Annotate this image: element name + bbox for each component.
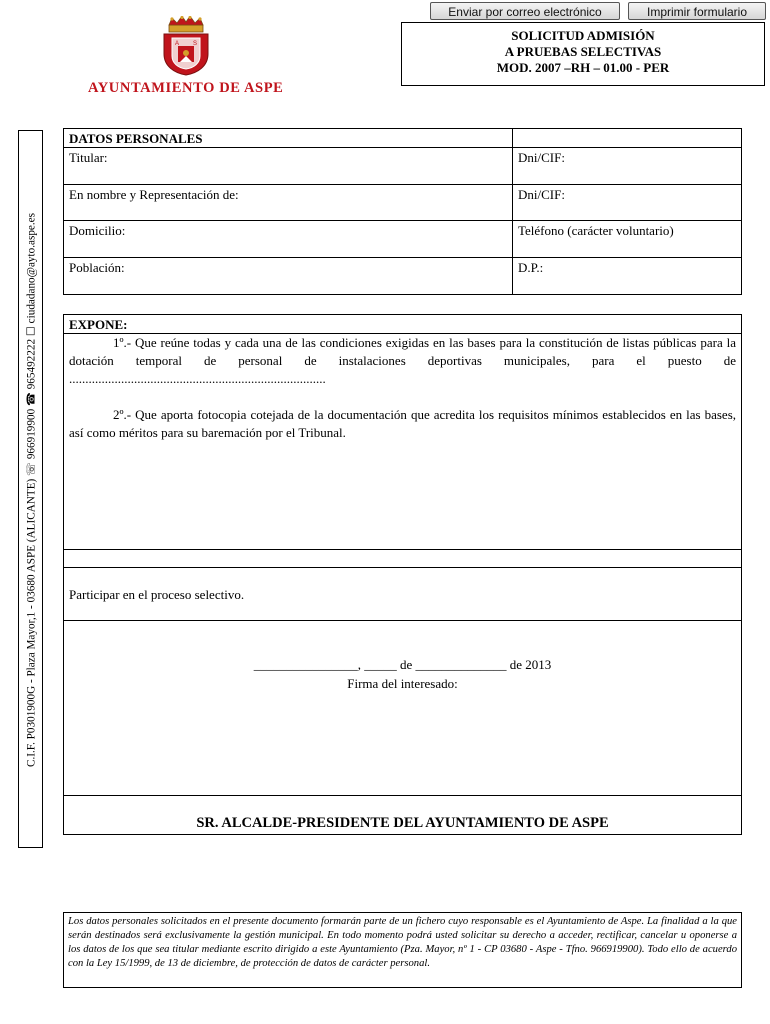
address-row	[64, 220, 741, 221]
address-field[interactable]: Domicilio:	[69, 223, 126, 238]
svg-text:A: A	[175, 41, 180, 47]
titular-field[interactable]: Titular:	[69, 150, 108, 165]
request-text[interactable]: Participar en el proceso selectivo.	[69, 587, 245, 602]
organization-name: AYUNTAMIENTO DE ASPE	[88, 80, 284, 96]
privacy-notice: Los datos personales solicitados en el presente documento formarán parte de un fichero cuyo responsable es el Ayuntamiento de Aspe. La finalidad a la que serán destinados será exclusivamente la gestión municipal. En todo momento podrá usted solicitar su derecho a acceder, rectificar, cancelar u oponerse a los datos de los que sea titular mediante escrito dirigido a este Ayuntamiento (Pza. Mayor, nº 1 - CP 03680 - Aspe - Tfno. 966919900). Todo ello de acuerdo con la Ley 15/1999, de 13 de diciembre, de protección de datos de carácter personal.	[63, 912, 742, 988]
town-row	[64, 257, 741, 258]
expone-heading: EXPONE:	[69, 317, 128, 332]
representation-dni-field[interactable]: Dni/CIF:	[518, 187, 565, 202]
section-divider	[64, 795, 741, 796]
column-divider	[512, 129, 513, 294]
statement-section	[63, 314, 742, 835]
svg-text:S: S	[193, 41, 198, 47]
addressee-text: SR. ALCALDE-PRESIDENTE DEL AYUNTAMIENTO DE ASPE	[196, 815, 609, 831]
contact-info-text: C.I.F. P0301900G - Plaza Mayor,1 - 03680 ASPE (ALICANTE) ☏ 966919900 ☎ 965492222 ☐ ciudadano@ayto.aspe.es	[25, 212, 38, 768]
form-title-box	[401, 22, 765, 86]
date-line[interactable]: ________________, _____ de ______________ de 2013	[253, 657, 552, 672]
personal-data-heading: DATOS PERSONALES	[69, 131, 203, 146]
signature-label: Firma del interesado:	[347, 676, 458, 691]
phone-field[interactable]: Teléfono (carácter voluntario)	[518, 223, 674, 238]
postal-code-field[interactable]: D.P.:	[518, 260, 544, 275]
section-divider	[64, 620, 741, 621]
coat-of-arms-logo	[158, 16, 214, 76]
form-title-line1: SOLICITUD ADMISIÓN	[511, 28, 655, 43]
email-form-button[interactable]: Enviar por correo electrónico	[430, 2, 620, 20]
titular-dni-field[interactable]: Dni/CIF:	[518, 150, 565, 165]
town-field[interactable]: Población:	[69, 260, 125, 275]
form-title-line2: A PRUEBAS SELECTIVAS	[504, 44, 662, 59]
representation-field[interactable]: En nombre y Representación de:	[69, 187, 239, 202]
statement-paragraph-1[interactable]: 1º.- Que reúne todas y cada una de las condiciones exigidas en las bases para la constitución de listas públicas para la dotación temporal de personal de instalaciones deportivas municipales, para el puesto de ...............................................................................	[69, 335, 736, 386]
representation-row	[64, 184, 741, 185]
form-code: MOD. 2007 –RH – 01.00 - PER	[496, 60, 670, 75]
print-form-button[interactable]: Imprimir formulario	[628, 2, 766, 20]
statement-paragraph-2[interactable]: 2º.- Que aporta fotocopia cotejada de la documentación que acredita los requisitos mínimos establecidos en las bases, así como méritos para su baremación por el Tribunal.	[69, 407, 736, 440]
personal-data-table	[63, 128, 742, 295]
titular-row	[64, 147, 741, 148]
section-divider	[64, 567, 741, 568]
contact-sidebar	[18, 130, 43, 848]
section-divider	[64, 549, 741, 550]
